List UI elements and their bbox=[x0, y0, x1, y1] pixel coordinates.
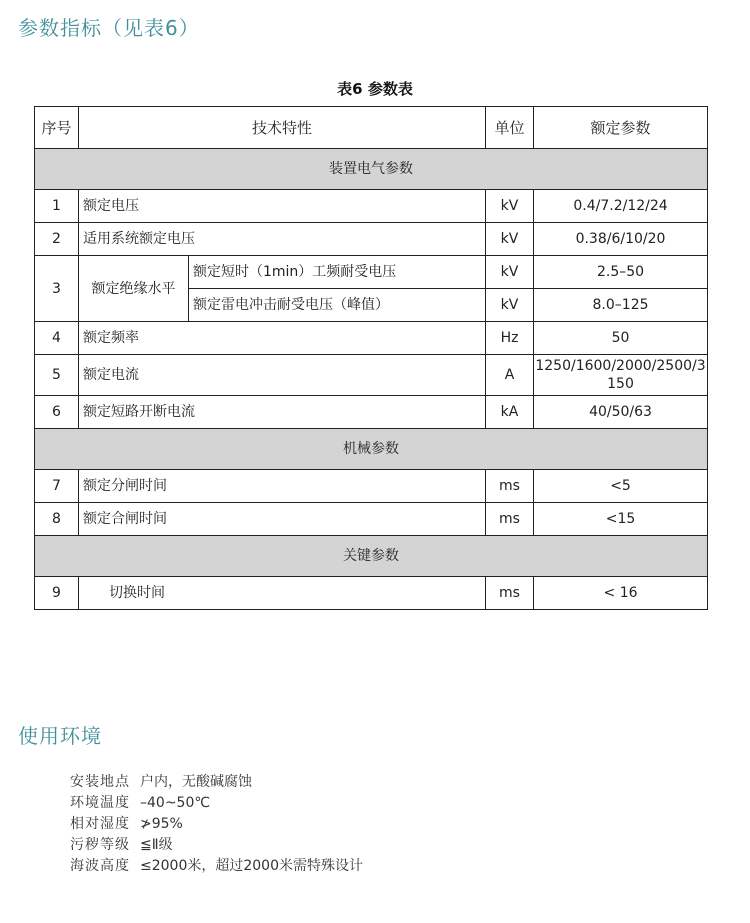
group-label: 装置电气参数 bbox=[35, 149, 708, 190]
row-unit: kV bbox=[486, 256, 534, 289]
group-row-key bbox=[35, 536, 708, 577]
table-row bbox=[35, 322, 708, 355]
row-unit: Hz bbox=[486, 322, 534, 355]
list-item bbox=[70, 814, 363, 835]
header-rated-value: 额定参数 bbox=[534, 107, 708, 149]
table-row bbox=[35, 503, 708, 536]
env-value: –40~50℃ bbox=[140, 795, 211, 811]
row-unit: A bbox=[486, 355, 534, 396]
row-index: 5 bbox=[35, 355, 79, 396]
row-subname: 额定短时（1min）工频耐受电压 bbox=[189, 256, 486, 289]
row-unit: ms bbox=[486, 470, 534, 503]
env-value: ≤2000米，超过2000米需特殊设计 bbox=[140, 858, 363, 874]
row-index: 1 bbox=[35, 190, 79, 223]
row-value: 0.38/6/10/20 bbox=[534, 223, 708, 256]
row-index: 6 bbox=[35, 396, 79, 429]
row-unit: ms bbox=[486, 503, 534, 536]
row-value: 8.0–125 bbox=[534, 289, 708, 322]
row-index: 3 bbox=[35, 256, 79, 322]
row-unit: kV bbox=[486, 289, 534, 322]
environment-list bbox=[70, 772, 363, 877]
row-name: 适用系统额定电压 bbox=[79, 223, 486, 256]
env-label: 环境温度 bbox=[70, 795, 130, 811]
table-row bbox=[35, 190, 708, 223]
group-row-mechanical bbox=[35, 429, 708, 470]
group-label: 机械参数 bbox=[35, 429, 708, 470]
row-subname: 额定雷电冲击耐受电压（峰值） bbox=[189, 289, 486, 322]
table-row bbox=[35, 355, 708, 396]
env-label: 海波高度 bbox=[70, 858, 130, 874]
header-unit: 单位 bbox=[486, 107, 534, 149]
row-unit: kV bbox=[486, 190, 534, 223]
list-item bbox=[70, 793, 363, 814]
table-row bbox=[35, 223, 708, 256]
section-title-parameters: 参数指标（见表6） bbox=[18, 16, 200, 40]
group-label: 关键参数 bbox=[35, 536, 708, 577]
row-value: <5 bbox=[534, 470, 708, 503]
row-index: 9 bbox=[35, 577, 79, 610]
row-name: 额定电压 bbox=[79, 190, 486, 223]
env-value: 户内，无酸碱腐蚀 bbox=[140, 774, 252, 790]
table-row bbox=[35, 470, 708, 503]
list-item bbox=[70, 772, 363, 793]
row-name: 额定短路开断电流 bbox=[79, 396, 486, 429]
table-row bbox=[35, 256, 708, 289]
row-value: 2.5–50 bbox=[534, 256, 708, 289]
row-name: 额定分闸时间 bbox=[79, 470, 486, 503]
row-value: < 16 bbox=[534, 577, 708, 610]
table-row bbox=[35, 396, 708, 429]
parameter-table bbox=[34, 106, 708, 610]
row-value: 40/50/63 bbox=[534, 396, 708, 429]
list-item bbox=[70, 835, 363, 856]
list-item bbox=[70, 856, 363, 877]
row-value: 1250/1600/2000/2500/3150 bbox=[534, 355, 708, 396]
group-row-electrical bbox=[35, 149, 708, 190]
env-label: 安装地点 bbox=[70, 774, 130, 790]
row-index: 7 bbox=[35, 470, 79, 503]
row-index: 4 bbox=[35, 322, 79, 355]
table-caption: 表6 参数表 bbox=[337, 80, 413, 98]
table-row bbox=[35, 577, 708, 610]
row-unit: kV bbox=[486, 223, 534, 256]
row-name: 额定电流 bbox=[79, 355, 486, 396]
row-index: 8 bbox=[35, 503, 79, 536]
row-unit: ms bbox=[486, 577, 534, 610]
table-header-row bbox=[35, 107, 708, 149]
env-value: ≦Ⅱ级 bbox=[140, 837, 173, 853]
env-value: ≯95% bbox=[140, 816, 183, 832]
row-unit: kA bbox=[486, 396, 534, 429]
row-name: 额定频率 bbox=[79, 322, 486, 355]
header-index: 序号 bbox=[35, 107, 79, 149]
env-label: 污秽等级 bbox=[70, 837, 130, 853]
row-value: 50 bbox=[534, 322, 708, 355]
row-name: 额定绝缘水平 bbox=[79, 256, 189, 322]
row-value: <15 bbox=[534, 503, 708, 536]
row-value: 0.4/7.2/12/24 bbox=[534, 190, 708, 223]
header-characteristic: 技术特性 bbox=[79, 107, 486, 149]
env-label: 相对湿度 bbox=[70, 816, 130, 832]
section-title-environment: 使用环境 bbox=[18, 724, 102, 748]
row-name: 额定合闸时间 bbox=[79, 503, 486, 536]
row-index: 2 bbox=[35, 223, 79, 256]
row-name: 切换时间 bbox=[79, 577, 486, 610]
